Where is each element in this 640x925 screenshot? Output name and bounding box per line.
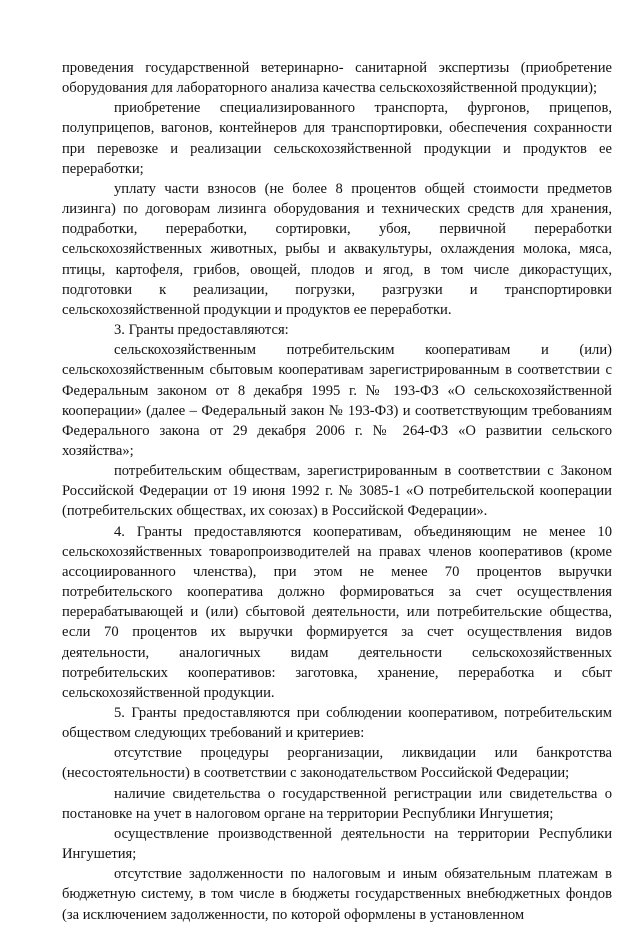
paragraph-section-5: 5. Гранты предоставляются при соблюдении кооперативом, потребительским обществом следующих требований и критериев:	[62, 705, 612, 742]
paragraph-agricultural-cooperatives: сельскохозяйственным потребительским кооперативам и (или) сельскохозяйственным сбытовым кооперативам зарегистрированным в соответствии с Федеральным законом от 8 декабря 1995 г. № 193-ФЗ «О сельскохозяйственной кооперации» (далее – Федеральный закон № 193-ФЗ) и соответствующим требованиям Федерального закона от 29 декабря 2006 г. № 264-ФЗ «О развитии сельского хозяйства»;	[62, 342, 612, 459]
paragraph-no-tax-debt: отсутствие задолженности по налоговым и иным обязательным платежам в бюджетную систему, в том числе в бюджеты государственных внебюджетных фондов (за исключением задолженности, по которой оформлены в установленном	[62, 866, 612, 923]
document-page	[62, 58, 612, 925]
paragraph-section-4: 4. Гранты предоставляются кооперативам, объединяющим не менее 10 сельскохозяйственных товаропроизводителей на правах членов кооперативов (кроме ассоциированного членства), при этом не менее 70 процентов выручки потребительского кооператива должно формироваться за счет осуществления перерабатывающей и (или) сбытовой деятельности, или потребительские общества, если 70 процентов их выручки формируется за счет осуществления видов деятельности, аналогичных видам деятельности сельскохозяйственных потребительских кооперативов: заготовка, хранение, переработка и сбыт сельскохозяйственной продукции.	[62, 523, 612, 701]
paragraph-no-reorganization: отсутствие процедуры реорганизации, ликвидации или банкротства (несостоятельности) в соответствии с законодательством Российской Федерации;	[62, 745, 612, 782]
paragraph-production-activity: осуществление производственной деятельности на территории Республики Ингушетия;	[62, 825, 612, 863]
paragraph-registration-certificate: наличие свидетельства о государственной регистрации или свидетельства о постановке на учет в налоговом органе на территории Республики Ингушетия;	[62, 785, 612, 822]
paragraph-section-3-heading: 3. Гранты предоставляются:	[114, 322, 289, 339]
paragraph-consumer-societies: потребительским обществам, зарегистрированным в соответствии с Законом Российской Федерации от 19 июня 1992 г. № 3085-1 «О потребительской кооперации (потребительских обществах, их союзах) в Российской Федерации».	[62, 463, 612, 520]
paragraph-expertise-continuation: проведения государственной ветеринарно- санитарной экспертизы (приобретение оборудования для лабораторного анализа качества сельскохозяйственной продукции);	[62, 60, 612, 97]
paragraph-transport: приобретение специализированного транспорта, фургонов, прицепов, полуприцепов, вагонов, контейнеров для транспортировки, обеспечения сохранности при перевозке и реализации сельскохозяйственной продукции и продуктов ее переработки;	[62, 100, 612, 177]
paragraph-leasing: уплату части взносов (не более 8 процентов общей стоимости предметов лизинга) по договорам лизинга оборудования и технических средств для хранения, подработки, переработки, сортировки, убоя, первичной переработки сельскохозяйственных животных, рыбы и аквакультуры, охлаждения молока, мяса, птицы, картофеля, грибов, овощей, плодов и ягод, в том числе дикорастущих, подготовки к реализации, погрузки, разгрузки и транспортировки сельскохозяйственной продукции и продуктов ее переработки.	[62, 180, 612, 318]
